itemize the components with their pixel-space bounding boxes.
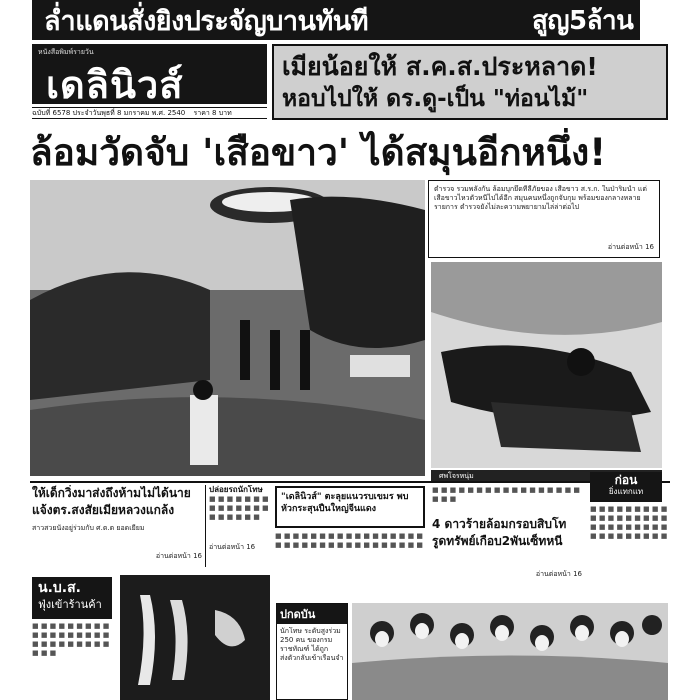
issue-date: ฉบับที่ 6578 ประจำวันพุธที่ 8 มกราคม พ.ศ. 2540 <box>32 109 186 117</box>
evidence-photo <box>120 575 270 700</box>
main-photo <box>30 180 425 476</box>
side-headline-box <box>272 44 668 120</box>
masthead-tagline: หนังสือพิมพ์รายวัน <box>38 48 94 56</box>
nbs-body: ■ ■ ■ ■ ■ ■ ■ ■ ■ ■ ■ ■ ■ ■ ■ ■ ■ ■ ■ ■ ■ ■ ■ ■ ■ ■ ■ ■ ■ ■ <box>32 622 110 657</box>
top-headline-bar <box>32 0 640 40</box>
right-story-body: ตำรวจ รวมพลังกัน ล้อมบุกยึดที่ลี้ภัยของ เสือขาว ส.ร.ก. ในป่าริมน้ำ แต่เสือขาวไหวตัวหนีไปได้อีก สมุนคนหนึ่งถูกจับกุม พร้อมของกลางหลายรายการ ตำรวจยังไม่ละความพยายามไล่ล่าต่อไป <box>434 185 647 211</box>
watch-box-label2: ยิ่งแทกแท <box>608 487 644 496</box>
story-col4 <box>432 486 582 598</box>
story-col1-headline: ให้เด็กวิ่งมาส่งถึงห้ามไม่ได้นาย แจ้งตร.สงสัยเมียหลวงแกล้ง <box>32 486 191 517</box>
watch-box-body: ■ ■ ■ ■ ■ ■ ■ ■ ■ ■ ■ ■ ■ ■ ■ ■ ■ ■ ■ ■ ■ ■ ■ ■ ■ ■ ■ ■ ■ ■ ■ ■ ■ ■ ■ ■ <box>590 505 668 540</box>
watch-box-label1: ก่อน <box>614 473 638 487</box>
issue-price: ราคา 8 บาท <box>193 109 232 117</box>
story-col3-box <box>275 486 425 528</box>
story-col3-body: ■ ■ ■ ■ ■ ■ ■ ■ ■ ■ ■ ■ ■ ■ ■ ■ ■ ■ ■ ■ ■ ■ ■ ■ ■ ■ ■ ■ ■ ■ ■ ■ ■ ■ <box>275 532 424 549</box>
right-story-continued: อ่านต่อหน้า 16 <box>607 243 654 251</box>
nbs-box <box>32 577 112 619</box>
story-col4-continued: อ่านต่อหน้า 16 <box>535 570 582 578</box>
center-box-body: นักโทษ ระดับสูงร่วม 250 คน ของกรมราชทัณฑ์ ได้ถูกส่งตัวกลับเข้าเรือนจำ <box>280 627 344 662</box>
main-headline: ล้อมวัดจับ 'เสือขาว' ได้สมุนอีกหนึ่ง! <box>30 131 607 174</box>
story-col1-continued: อ่านต่อหน้า 16 <box>155 552 202 560</box>
story-col1 <box>32 485 202 567</box>
divider <box>30 481 670 483</box>
center-box <box>276 603 348 700</box>
story-col4-headline: 4 ดาวร้ายล้อมกรอบสิบโท รูดทรัพย์เกือบ2พันเซ็ทหนี <box>432 517 567 548</box>
story-col2 <box>205 485 271 567</box>
side-headline-line1: เมียน้อยให้ ส.ค.ส.ประหลาด! <box>282 52 598 81</box>
center-box-headline: ปกดบัน <box>277 604 347 624</box>
story-col2-continued: อ่านต่อหน้า 16 <box>209 543 256 551</box>
masthead-logo: เดลินิวส์ <box>46 63 184 107</box>
side-headline-line2: หอบไปให้ ดร.ดู-เป็น "ท่อนไม้" <box>282 86 589 112</box>
issue-line <box>32 107 267 119</box>
watch-box <box>590 472 662 502</box>
right-story <box>428 180 660 258</box>
nbs-headline1: น.บ.ส. <box>38 580 81 596</box>
story-col4-intro: ■ ■ ■ ■ ■ ■ ■ ■ ■ ■ ■ ■ ■ ■ ■ ■ ■ ■ ■ ■ <box>432 486 581 503</box>
group-photo <box>352 603 668 700</box>
top-headline-right: สูญ5ล้าน <box>532 5 634 36</box>
story-col1-sub: สาวสวยนั่งอยู่ร่วมกับ ศ.ต.ต ยอดเยี่ยม <box>32 524 145 532</box>
right-photo <box>431 262 662 468</box>
top-headline-left: ล่ำแดนสั่งยิงประจัญบานทันที <box>44 5 369 37</box>
photo-caption-text: ศพโจรหนุ่ม <box>439 472 474 480</box>
story-col3-headline: "เดลินิวส์" ตะลุยแนวรบเขมร พบหัวกระสุนปืนใหญ่จีนแดง <box>281 492 409 514</box>
story-col2-headline: ปล่อยรถนักโทษ <box>209 485 263 494</box>
nbs-headline2: ฟุ่งเข้าร้านค้า <box>38 598 102 611</box>
masthead <box>32 44 267 107</box>
story-col2-body: ■ ■ ■ ■ ■ ■ ■ ■ ■ ■ ■ ■ ■ ■ ■ ■ ■ ■ ■ ■ <box>209 495 269 521</box>
